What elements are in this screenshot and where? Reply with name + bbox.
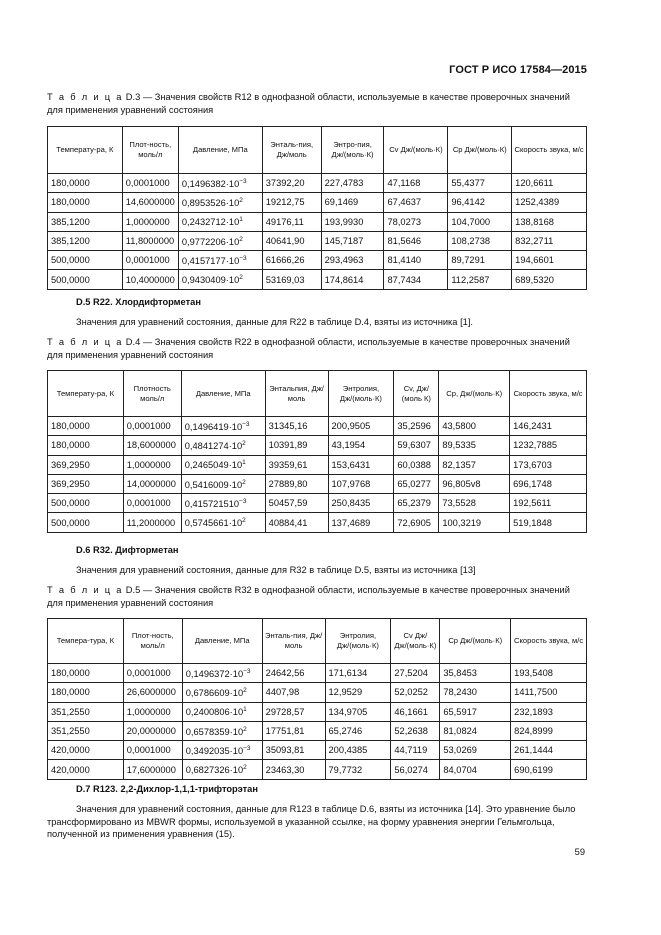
table-cell: 43,1954 xyxy=(328,436,394,455)
pressure-mantissa: 0,5745661·10 xyxy=(184,518,243,529)
pressure-mantissa: 0,1496382·10 xyxy=(181,178,240,189)
section-d6-text: Значения для уравнений состояния, данные для R32 в таблице D.5, взяты из источника [13] xyxy=(76,565,476,575)
table-cell: 78,2430 xyxy=(440,683,511,702)
pressure-mantissa: 0,3492035·10 xyxy=(185,745,244,756)
table-cell: 174,8614 xyxy=(321,270,384,289)
table-cell xyxy=(182,741,262,760)
pressure-mantissa: 0,4841274·10 xyxy=(184,440,243,451)
table-cell: 138,8168 xyxy=(512,212,587,231)
table-row xyxy=(48,664,587,683)
table-cell: 17,6000000 xyxy=(123,760,182,779)
table-cell: 500,0000 xyxy=(48,494,124,513)
pressure-exponent: 2 xyxy=(239,196,243,204)
table-cell: 420,0000 xyxy=(48,741,124,760)
column-header: Давление, МПа xyxy=(182,619,262,664)
table-cell: 104,7000 xyxy=(448,212,512,231)
table-cell xyxy=(181,436,265,455)
pressure-exponent: 2 xyxy=(242,517,246,525)
table-cell: 84,0704 xyxy=(440,760,511,779)
table-cell: 89,5335 xyxy=(439,436,510,455)
table-cell xyxy=(182,702,262,721)
pressure-exponent: −3 xyxy=(239,177,247,185)
table-cell: 832,2711 xyxy=(512,231,587,250)
column-header: Плотность моль/л xyxy=(123,371,181,417)
column-header: Cv Дж/ Дж/(моль·К) xyxy=(391,619,440,664)
table-cell: 227,4783 xyxy=(321,174,384,193)
column-header: Скорость звука, м/с xyxy=(511,619,587,664)
table-cell: 47,1168 xyxy=(384,174,448,193)
table-row xyxy=(48,683,587,702)
section-d7-text: Значения для уравнений состояния, данные для R123 в таблице D.6, взяты из источника [14]. Это уравнение было трансформировано из MBWR формы, используемой в указанной ссылке, на форму уравнения энергии Гельмгольца, полученной из применения уравнения (15). xyxy=(47,804,576,839)
pressure-exponent: −3 xyxy=(243,744,251,752)
table-cell: 193,5408 xyxy=(511,664,587,683)
table-cell: 420,0000 xyxy=(48,760,124,779)
table-cell: 500,0000 xyxy=(48,251,123,270)
table-cell: 180,0000 xyxy=(48,683,124,702)
table-cell xyxy=(181,513,265,532)
column-header: Cp Дж/(моль·К) xyxy=(448,127,512,174)
column-header: Cv, Дж/ (моль К) xyxy=(394,371,439,417)
table-cell: 27889,80 xyxy=(265,474,328,493)
table-cell: 67,4637 xyxy=(384,193,448,212)
table-cell: 72,6905 xyxy=(394,513,439,532)
table-cell: 1232,7885 xyxy=(510,436,587,455)
pressure-mantissa: 0,6827326·10 xyxy=(185,765,244,776)
table-cell xyxy=(182,760,262,779)
table-cell: 35,8453 xyxy=(440,664,511,683)
table-cell: 29728,57 xyxy=(262,702,325,721)
table-cell: 35,2596 xyxy=(394,417,439,436)
pressure-mantissa: 0,9430409·10 xyxy=(181,275,240,286)
table-cell: 37392,20 xyxy=(262,174,321,193)
table-cell: 500,0000 xyxy=(48,513,124,532)
table-cell: 145,7187 xyxy=(321,231,384,250)
table-cell: 89,7291 xyxy=(448,251,512,270)
table-d3 xyxy=(47,126,587,290)
table-cell: 385,1200 xyxy=(48,231,123,250)
table-cell: 65,5917 xyxy=(440,702,511,721)
table-cell xyxy=(178,231,262,250)
table-cell: 52,0252 xyxy=(391,683,440,702)
pressure-mantissa: 0,2432712·10 xyxy=(181,217,240,228)
table-cell: 65,0277 xyxy=(394,474,439,493)
pressure-exponent: −3 xyxy=(242,420,250,428)
table-d4-caption xyxy=(47,336,587,361)
table-cell: 173,6703 xyxy=(510,455,587,474)
table-cell: 11,2000000 xyxy=(123,513,181,532)
table-cell: 696,1748 xyxy=(510,474,587,493)
pressure-exponent: 1 xyxy=(239,216,243,224)
table-cell: 112,2587 xyxy=(448,270,512,289)
table-cell: 180,0000 xyxy=(48,193,123,212)
table-cell: 65,2746 xyxy=(325,721,391,740)
table-d3-caption xyxy=(47,91,587,116)
column-header: Давление, МПа xyxy=(178,127,262,174)
table-cell: 100,3219 xyxy=(439,513,510,532)
table-cell: 14,0000000 xyxy=(123,474,181,493)
table-cell: 53169,03 xyxy=(262,270,321,289)
table-cell xyxy=(178,270,262,289)
pressure-exponent: 2 xyxy=(243,686,247,694)
column-header: Энтро-пия, Дж/(моль·К) xyxy=(321,127,384,174)
table-row xyxy=(48,417,587,436)
table-cell: 49176,11 xyxy=(262,212,321,231)
table-row xyxy=(48,702,587,721)
column-header: Cp Дж/(моль·К) xyxy=(440,619,511,664)
table-cell: 192,5611 xyxy=(510,494,587,513)
table-cell: 73,5528 xyxy=(439,494,510,513)
table-cell: 52,2638 xyxy=(391,721,440,740)
table-cell: 351,2550 xyxy=(48,702,124,721)
standard-designation: ГОСТ Р ИСО 17584—2015 xyxy=(449,64,587,76)
caption-prefix: Т а б л и ц а xyxy=(47,585,124,595)
table-cell: 40884,41 xyxy=(265,513,328,532)
pressure-mantissa: 0,8953526·10 xyxy=(181,197,240,208)
table-cell: 120,6611 xyxy=(512,174,587,193)
table-cell: 46,1661 xyxy=(391,702,440,721)
section-d7-heading: D.7 R123. 2,2-Дихлор-1,1,1-трифторэтан xyxy=(76,784,258,794)
table-cell: 200,9505 xyxy=(328,417,394,436)
table-cell: 60,0388 xyxy=(394,455,439,474)
pressure-mantissa: 0,6786609·10 xyxy=(185,687,244,698)
column-header: Температу-ра, К xyxy=(48,371,124,417)
section-d5-heading: D.5 R22. Хлордифторметан xyxy=(76,297,201,307)
column-header: Давление, МПа xyxy=(181,371,265,417)
table-cell xyxy=(182,683,262,702)
table-cell xyxy=(178,212,262,231)
pressure-exponent: 2 xyxy=(239,235,243,243)
table-cell: 385,1200 xyxy=(48,212,123,231)
table-cell: 180,0000 xyxy=(48,664,124,683)
table-row xyxy=(48,436,587,455)
table-cell: 134,9705 xyxy=(325,702,391,721)
table-cell xyxy=(178,251,262,270)
table-cell xyxy=(181,455,265,474)
table-cell: 26,6000000 xyxy=(123,683,182,702)
caption-prefix: Т а б л и ц а xyxy=(47,337,124,347)
table-cell: 500,0000 xyxy=(48,270,123,289)
table-cell: 56,0274 xyxy=(391,760,440,779)
table-cell: 10,4000000 xyxy=(122,270,178,289)
table-cell: 4407,98 xyxy=(262,683,325,702)
table-cell: 27,5204 xyxy=(391,664,440,683)
table-cell: 351,2550 xyxy=(48,721,124,740)
table-cell xyxy=(181,417,265,436)
table-cell: 65,2379 xyxy=(394,494,439,513)
table-cell: 35093,81 xyxy=(262,741,325,760)
table-cell: 0,0001000 xyxy=(122,174,178,193)
table-cell: 194,6601 xyxy=(512,251,587,270)
table-cell: 690,6199 xyxy=(511,760,587,779)
table-cell xyxy=(181,494,265,513)
pressure-mantissa: 0,2400806·10 xyxy=(185,707,244,718)
table-row xyxy=(48,251,587,270)
table-row xyxy=(48,193,587,212)
table-d4 xyxy=(47,370,587,533)
table-row xyxy=(48,270,587,289)
table-cell: 12,9529 xyxy=(325,683,391,702)
column-header: Энталь-пия, Дж/моль xyxy=(262,619,325,664)
pressure-exponent: 2 xyxy=(243,764,247,772)
section-d6-heading: D.6 R32. Дифторметан xyxy=(76,545,179,555)
pressure-exponent: −3 xyxy=(243,667,251,675)
table-row xyxy=(48,474,587,493)
pressure-mantissa: 0,415721510 xyxy=(184,498,240,509)
table-cell: 82,1357 xyxy=(439,455,510,474)
table-cell: 50457,59 xyxy=(265,494,328,513)
table-cell: 40641,90 xyxy=(262,231,321,250)
pressure-exponent: −3 xyxy=(239,497,247,505)
table-row xyxy=(48,513,587,532)
pressure-exponent: 2 xyxy=(239,274,243,282)
table-cell xyxy=(178,174,262,193)
table-cell: 87,7434 xyxy=(384,270,448,289)
table-cell: 824,8999 xyxy=(511,721,587,740)
table-cell: 200,4385 xyxy=(325,741,391,760)
table-cell: 20,0000000 xyxy=(123,721,182,740)
column-header: Темпера-тура, К xyxy=(48,619,124,664)
table-cell: 96,805v8 xyxy=(439,474,510,493)
table-cell: 369,2950 xyxy=(48,474,124,493)
table-cell: 23463,30 xyxy=(262,760,325,779)
table-cell: 24642,56 xyxy=(262,664,325,683)
table-cell: 1252,4389 xyxy=(512,193,587,212)
pressure-exponent: 2 xyxy=(242,478,246,486)
column-header: Cv Дж/(моль·К) xyxy=(384,127,448,174)
table-cell: 0,0001000 xyxy=(122,251,178,270)
table-cell: 81,5646 xyxy=(384,231,448,250)
table-cell xyxy=(182,721,262,740)
column-header: Энтальпия, Дж/моль xyxy=(265,371,328,417)
table-row xyxy=(48,455,587,474)
table-d5 xyxy=(47,618,587,780)
caption-text: D.5 — Значения свойств R32 в однофазной области, используемые в качестве проверочных значений для применения уравнений состояния xyxy=(47,585,570,608)
table-cell: 369,2950 xyxy=(48,455,124,474)
pressure-mantissa: 0,1496419·10 xyxy=(184,421,243,432)
table-cell: 293,4963 xyxy=(321,251,384,270)
table-cell: 78,0273 xyxy=(384,212,448,231)
table-row xyxy=(48,721,587,740)
table-cell: 1,0000000 xyxy=(123,702,182,721)
table-cell xyxy=(178,193,262,212)
column-header: Cp, Дж/(моль·К) xyxy=(439,371,510,417)
table-cell: 1,0000000 xyxy=(122,212,178,231)
table-cell: 261,1444 xyxy=(511,741,587,760)
page-number: 59 xyxy=(574,847,585,857)
table-cell: 146,2431 xyxy=(510,417,587,436)
caption-text: D.3 — Значения свойств R12 в однофазной области, используемые в качестве проверочных значений для применения уравнений состояния xyxy=(47,92,570,115)
table-cell: 10391,89 xyxy=(265,436,328,455)
table-cell: 43,5800 xyxy=(439,417,510,436)
table-row xyxy=(48,760,587,779)
caption-text: D.4 — Значения свойств R22 в однофазной области, используемые в качестве проверочных значений для применения уравнений состояния xyxy=(47,337,570,360)
table-cell: 689,5320 xyxy=(512,270,587,289)
table-cell: 14,6000000 xyxy=(122,193,178,212)
column-header: Температу-ра, К xyxy=(48,127,123,174)
column-header: Энталь-пия, Дж/моль xyxy=(262,127,321,174)
pressure-mantissa: 0,1496372·10 xyxy=(185,668,244,679)
table-cell: 0,0001000 xyxy=(123,664,182,683)
column-header: Плот-ность, моль/л xyxy=(123,619,182,664)
table-cell xyxy=(182,664,262,683)
pressure-exponent: −3 xyxy=(239,254,247,262)
pressure-exponent: 1 xyxy=(242,459,246,467)
pressure-exponent: 2 xyxy=(243,725,247,733)
table-d5-caption xyxy=(47,584,587,609)
table-cell: 96,4142 xyxy=(448,193,512,212)
table-cell: 0,0001000 xyxy=(123,494,181,513)
table-cell: 59,6307 xyxy=(394,436,439,455)
pressure-exponent: 2 xyxy=(242,439,246,447)
table-cell: 69,1469 xyxy=(321,193,384,212)
table-row xyxy=(48,494,587,513)
table-cell: 180,0000 xyxy=(48,436,124,455)
table-cell: 108,2738 xyxy=(448,231,512,250)
table-cell: 180,0000 xyxy=(48,417,124,436)
table-cell: 19212,75 xyxy=(262,193,321,212)
table-cell: 11,8000000 xyxy=(122,231,178,250)
pressure-mantissa: 0,5416009·10 xyxy=(184,479,243,490)
table-row xyxy=(48,741,587,760)
column-header: Энтролия, Дж/(моль·К) xyxy=(325,619,391,664)
table-cell: 81,4140 xyxy=(384,251,448,270)
table-cell: 1411,7500 xyxy=(511,683,587,702)
table-cell: 55,4377 xyxy=(448,174,512,193)
table-cell: 39359,61 xyxy=(265,455,328,474)
table-cell: 61666,26 xyxy=(262,251,321,270)
table-cell: 180,0000 xyxy=(48,174,123,193)
section-d5-text: Значения для уравнений состояния, данные для R22 в таблице D.4, взяты из источника [1]. xyxy=(76,317,473,327)
table-cell: 232,1893 xyxy=(511,702,587,721)
column-header: Скорость звука, м/с xyxy=(510,371,587,417)
table-cell: 81,0824 xyxy=(440,721,511,740)
table-cell: 107,9768 xyxy=(328,474,394,493)
column-header: Энтролия, Дж/(моль·К) xyxy=(328,371,394,417)
table-cell: 137,4689 xyxy=(328,513,394,532)
column-header: Плот-ность, моль/л xyxy=(122,127,178,174)
pressure-mantissa: 0,2465049·10 xyxy=(184,460,243,471)
table-cell: 31345,16 xyxy=(265,417,328,436)
table-row xyxy=(48,231,587,250)
table-cell: 18,6000000 xyxy=(123,436,181,455)
pressure-exponent: 1 xyxy=(243,706,247,714)
table-cell: 17751,81 xyxy=(262,721,325,740)
table-cell: 0,0001000 xyxy=(123,741,182,760)
pressure-mantissa: 0,6578359·10 xyxy=(185,726,244,737)
table-cell: 44,7119 xyxy=(391,741,440,760)
table-cell: 0,0001000 xyxy=(123,417,181,436)
table-cell: 171,6134 xyxy=(325,664,391,683)
pressure-mantissa: 0,4157177·10 xyxy=(181,255,240,266)
table-cell: 519,1848 xyxy=(510,513,587,532)
table-cell: 250,8435 xyxy=(328,494,394,513)
pressure-mantissa: 0,9772206·10 xyxy=(181,236,240,247)
table-cell: 193,9930 xyxy=(321,212,384,231)
table-row xyxy=(48,174,587,193)
table-row xyxy=(48,212,587,231)
table-cell: 53,0269 xyxy=(440,741,511,760)
table-cell xyxy=(181,474,265,493)
column-header: Скорость звука, м/с xyxy=(512,127,587,174)
caption-prefix: Т а б л и ц а xyxy=(47,92,124,102)
table-cell: 153,6431 xyxy=(328,455,394,474)
table-cell: 1,0000000 xyxy=(123,455,181,474)
table-cell: 79,7732 xyxy=(325,760,391,779)
